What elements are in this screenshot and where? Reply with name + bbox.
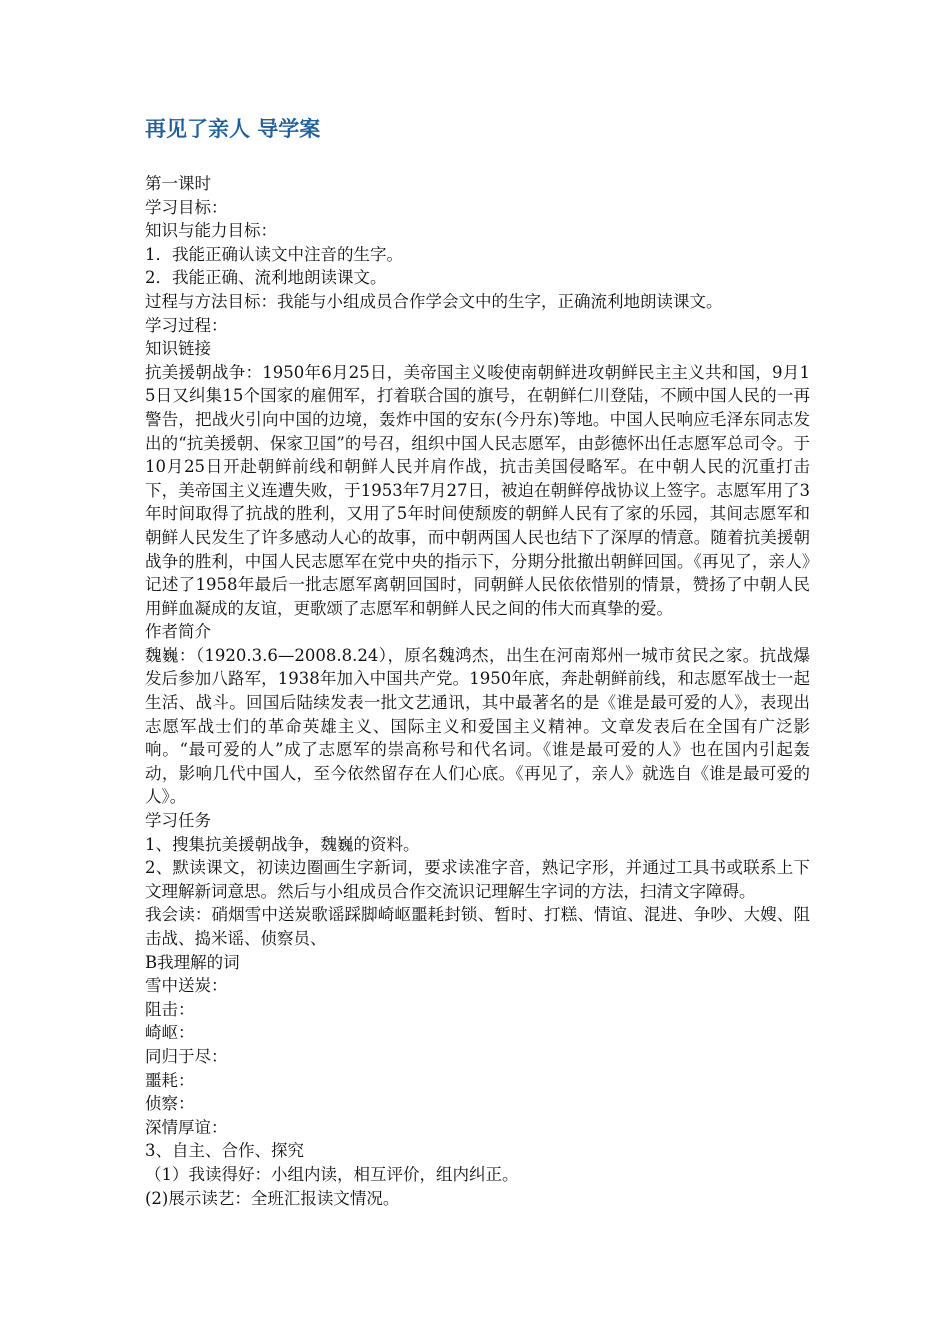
task-item-1: 1、搜集抗美援朝战争，魏巍的资料。 [145,834,420,854]
vocab-item: 噩耗： [145,1070,195,1090]
task-item-3: 3、自主、合作、探究 [145,1141,304,1161]
heading-vocab-understand: B我理解的词 [145,952,240,972]
goal-item-1: 1．我能正确认读文中注音的生字。 [145,244,403,264]
vocab-item: 侦察： [145,1094,195,1114]
goal-item-2: 2．我能正确、流利地朗读课文。 [145,268,387,288]
vocab-item: 同归于尽： [145,1046,228,1066]
document-title: 再见了亲人 导学案 [145,117,321,141]
task-item-2: 2、默读课文，初读边圈画生字新词，要求读准字音，熟记字形，并通过工具书或联系上下文理解新词意思。然后与小组成员合作交流识记理解生字词的方法，扫清文字障碍。 [145,858,810,901]
subtask-item-2: (2)展示读艺：全班汇报读文情况。 [145,1188,400,1208]
paragraph-war-background: 抗美援朝战争：1950年6月25日，美帝国主义唆使南朝鲜进攻朝鲜民主主义共和国，9月15日又纠集15个国家的雇佣军，打着联合国的旗号，在朝鲜仁川登陆，不顾中国人民的一再警告，把战火引向中国的边境，轰炸中国的安东(今丹东)等地。中国人民响应毛泽东同志发出的“抗美援朝、保家卫国”的号召，组织中国人民志愿军，由彭德怀出任志愿军总司令。于10月25日开赴朝鲜前线和朝鲜人民并肩作战，抗击美国侵略军。在中朝人民的沉重打击下，美帝国主义连遭失败，于1953年7月27日，被迫在朝鲜停战协议上签字。志愿军用了3年时间取得了抗战的胜利，又用了5年时间使颓废的朝鲜人民有了家的乐园，其间志愿军和朝鲜人民发生了许多感动人心的故事，而中朝两国人民也结下了深厚的情意。随着抗美援朝战争的胜利，中国人民志愿军在党中央的指示下，分期分批撤出朝鲜回国。《再见了，亲人》记述了1958年最后一批志愿军离朝回国时，同朝鲜人民依依惜别的情景，赞扬了中朝人民用鲜血凝成的友谊，更歌颂了志愿军和朝鲜人民之间的伟大而真挚的爱。 [145,362,810,618]
heading-knowledge-goals: 知识与能力目标： [145,221,277,241]
paragraph-process-goals: 过程与方法目标：我能与小组成员合作学会文中的生字，正确流利地朗读课文。 [145,291,723,311]
vocab-item: 深情厚谊： [145,1117,228,1137]
heading-learning-tasks: 学习任务 [145,811,211,831]
heading-knowledge-link: 知识链接 [145,339,211,359]
vocab-item: 阻击： [145,999,195,1019]
vocab-item: 崎岖： [145,1023,195,1043]
heading-author-intro: 作者简介 [145,622,211,642]
document-page [145,112,810,1210]
heading-learning-process: 学习过程： [145,315,228,335]
paragraph-lesson: 第一课时 [145,174,211,193]
paragraph-author-bio: 魏巍：（1920.3.6—2008.8.24），原名魏鸿杰，出生在河南郑州一城市贫民之家。抗战爆发后参加八路军，1938年加入中国共产党。1950年底，奔赴朝鲜前线，和志愿军战士一起生活、战斗。回国后陆续发表一批文艺通讯，其中最著名的是《谁是最可爱的人》，表现出志愿军战士们的革命英雄主义、国际主义和爱国主义精神。文章发表后在全国有广泛影响。“最可爱的人”成了志愿军的崇高称号和代名词。《谁是最可爱的人》也在国内引起轰动，影响几代中国人，至今依然留存在人们心底。《再见了，亲人》就选自《谁是最可爱的人》。 [145,645,810,807]
vocab-item: 雪中送炭： [145,976,228,996]
subtask-item-1: （1）我读得好：小组内读，相互评价，组内纠正。 [145,1164,519,1184]
paragraph-vocab-read: 我会读：硝烟雪中送炭歌谣踩脚崎岖噩耗封锁、暂时、打糕、情谊、混进、争吵、大嫂、阻击战、捣米谣、侦察员、 [145,905,810,948]
document-body [145,172,810,1210]
heading-learning-goals: 学习目标： [145,197,228,217]
